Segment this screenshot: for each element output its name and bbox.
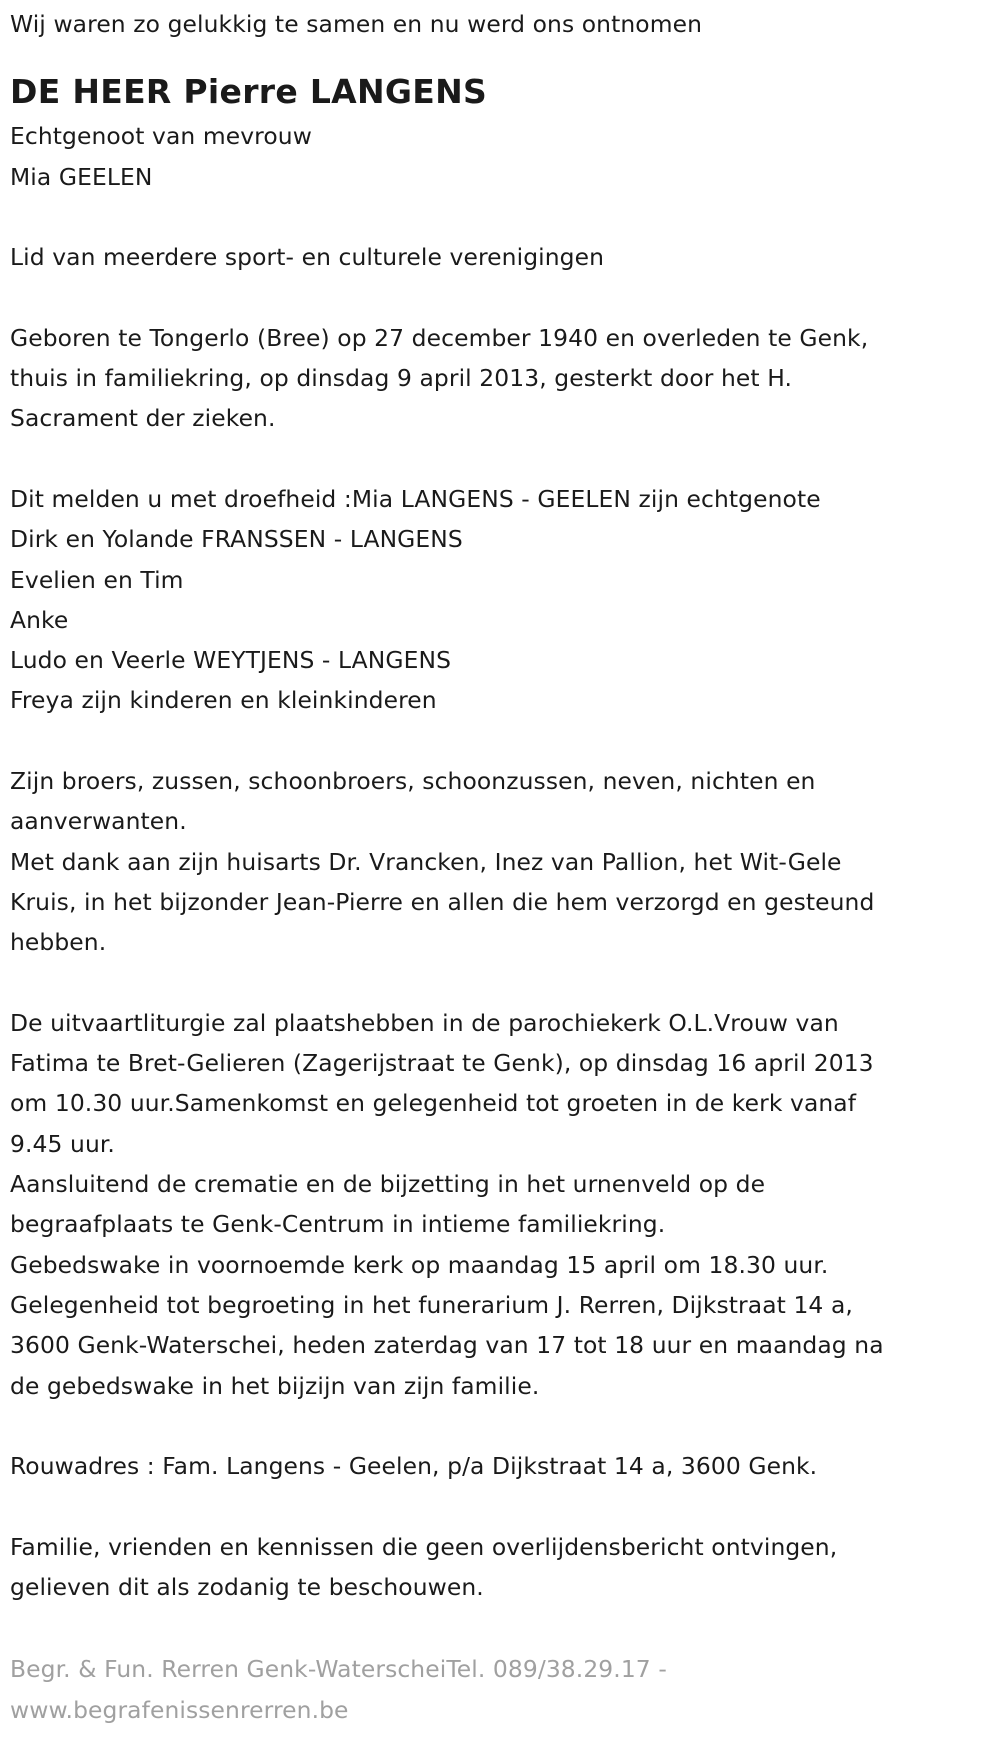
- funeral-line: De uitvaartliturgie zal plaatshebben in de parochiekerk O.L.Vrouw van: [10, 1008, 839, 1037]
- mourning-address-section: [10, 1446, 990, 1486]
- relatives-thanks-line: Met dank aan zijn huisarts Dr. Vrancken, Inez van Pallion, het Wit-Gele: [10, 847, 842, 876]
- family-line: Dit melden u met droefheid :Mia LANGENS - GEELEN zijn echtgenote: [10, 484, 821, 513]
- spouse-section: [10, 116, 990, 197]
- funeral-line: Gebedswake in voornoemde kerk op maandag 15 april om 18.30 uur.: [10, 1250, 829, 1279]
- relatives-thanks-section: [10, 761, 990, 962]
- funeral-line: Aansluitend de crematie en de bijzetting in het urnenveld op de: [10, 1170, 766, 1199]
- membership-section: [10, 237, 990, 277]
- funeral-line: 3600 Genk-Waterschei, heden zaterdag van 17 tot 18 uur en maandag na: [10, 1331, 884, 1360]
- funeral-line: om 10.30 uur.Samenkomst en gelegenheid tot groeten in de kerk vanaf: [10, 1089, 857, 1118]
- spouse-line: Mia GEELEN: [10, 162, 153, 191]
- family-line: Evelien en Tim: [10, 565, 184, 594]
- family-line: Ludo en Veerle WEYTJENS - LANGENS: [10, 646, 452, 675]
- relatives-thanks-line: aanverwanten.: [10, 807, 187, 836]
- relatives-thanks-line: Kruis, in het bijzonder Jean-Pierre en allen die hem verzorgd en gesteund: [10, 887, 875, 916]
- family-line: Freya zijn kinderen en kleinkinderen: [10, 686, 437, 715]
- deceased-name: DE HEER Pierre LANGENS: [10, 72, 488, 112]
- obituary-notice: [0, 4, 1000, 1754]
- relatives-thanks-line: hebben.: [10, 928, 107, 957]
- birth-death-section: [10, 318, 990, 439]
- closing-section: [10, 1527, 990, 1608]
- mourning-address: Rouwadres : Fam. Langens - Geelen, p/a Dijkstraat 14 a, 3600 Genk.: [10, 1452, 818, 1481]
- funeral-home-footer: [10, 1649, 990, 1730]
- funeral-line: begraafplaats te Genk-Centrum in intieme familiekring.: [10, 1210, 666, 1239]
- funeral-line: Gelegenheid tot begroeting in het funerarium J. Rerren, Dijkstraat 14 a,: [10, 1290, 853, 1319]
- funeral-home-website: www.begrafenissenrerren.be: [10, 1695, 349, 1724]
- family-line: Anke: [10, 605, 69, 634]
- closing-line: Familie, vrienden en kennissen die geen overlijdensbericht ontvingen,: [10, 1532, 838, 1561]
- birth-death-line: Sacrament der zieken.: [10, 404, 276, 433]
- funeral-home-contact: Begr. & Fun. Rerren Genk-WaterscheiTel. 089/38.29.17 -: [10, 1655, 667, 1684]
- funeral-line: de gebedswake in het bijzijn van zijn familie.: [10, 1371, 540, 1400]
- closing-line: gelieven dit als zodanig te beschouwen.: [10, 1572, 484, 1601]
- family-section: [10, 479, 990, 721]
- funeral-line: 9.45 uur.: [10, 1129, 115, 1158]
- birth-death-line: thuis in familiekring, op dinsdag 9 april 2013, gesterkt door het H.: [10, 364, 793, 393]
- spouse-line: Echtgenoot van mevrouw: [10, 122, 312, 151]
- funeral-line: Fatima te Bret-Gelieren (Zagerijstraat te Genk), op dinsdag 16 april 2013: [10, 1049, 874, 1078]
- intro-line: Wij waren zo gelukkig te samen en nu werd ons ontnomen: [10, 10, 703, 38]
- birth-death-line: Geboren te Tongerlo (Bree) op 27 december 1940 en overleden te Genk,: [10, 323, 869, 352]
- relatives-thanks-line: Zijn broers, zussen, schoonbroers, schoonzussen, neven, nichten en: [10, 767, 816, 796]
- family-line: Dirk en Yolande FRANSSEN - LANGENS: [10, 525, 463, 554]
- membership-line: Lid van meerdere sport- en culturele verenigingen: [10, 243, 605, 272]
- funeral-section: [10, 1003, 990, 1406]
